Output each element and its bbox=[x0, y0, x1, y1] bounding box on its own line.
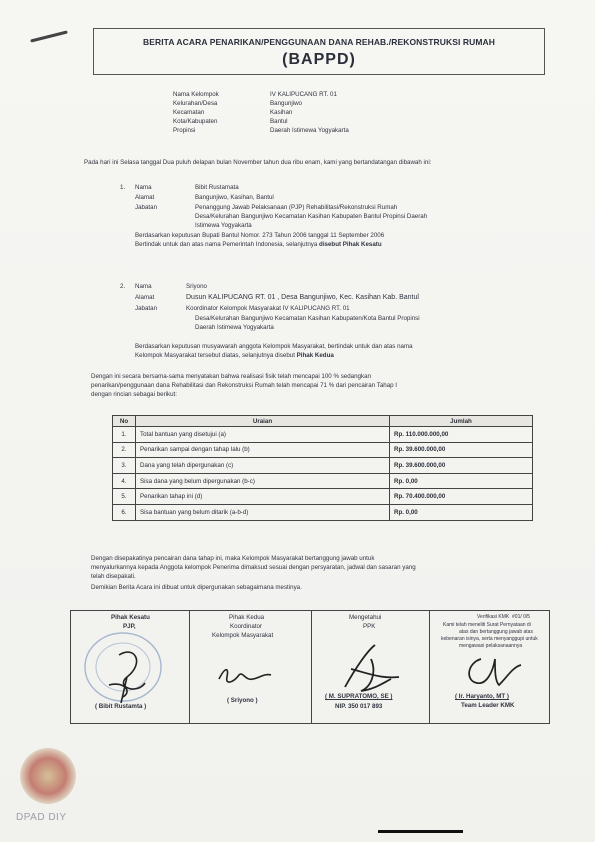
signature-table bbox=[70, 610, 550, 724]
signatory-role: Pihak Kedua bbox=[229, 614, 265, 621]
signatory-role: Pihak Kesatu bbox=[111, 614, 150, 621]
field-label: Alamat bbox=[135, 194, 155, 201]
table-row bbox=[113, 458, 533, 474]
row-amount: Rp. 0,00 bbox=[390, 504, 533, 520]
signature-scribble bbox=[215, 663, 275, 689]
archive-seal-icon bbox=[20, 748, 76, 804]
field-label: Alamat bbox=[135, 294, 155, 301]
identity-value: Bantul bbox=[270, 118, 288, 125]
pen-mark bbox=[30, 30, 68, 42]
row-description: Penarikan sampai dengan tahap lalu (b) bbox=[136, 442, 390, 458]
title-box bbox=[93, 28, 545, 75]
row-number: 2. bbox=[113, 442, 136, 458]
row-amount: Rp. 110.000.000,00 bbox=[390, 427, 533, 443]
party-position: Koordinator Kelompok Masyarakat IV KALIPUCANG RT. 01 bbox=[186, 305, 350, 312]
party-name: Sriyono bbox=[186, 283, 207, 290]
signatory-name: ( Ir. Haryanto, MT ) bbox=[455, 693, 509, 700]
field-label: Nama bbox=[135, 283, 152, 290]
document-subtitle: (BAPPD) bbox=[282, 51, 356, 68]
field-label: Nama bbox=[135, 184, 152, 191]
signatory-title: Team Leader KMK bbox=[461, 702, 515, 709]
closing-line: telah disepakati. bbox=[91, 573, 136, 580]
party-address: Dusun KALIPUCANG RT. 01 , Desa Bangunjiwo, Kec. Kasihan Kab. Bantul bbox=[186, 294, 419, 301]
signature-scribble bbox=[459, 651, 529, 691]
signatory-name: ( M. SUPRATOMO, SE ) bbox=[325, 693, 393, 700]
party-designation: disebut Pihak Kesatu bbox=[319, 241, 382, 248]
signature-cell-ppk bbox=[311, 611, 430, 723]
identity-label: Kota/Kabupaten bbox=[173, 118, 218, 125]
closing-line: menyalurkannya kepada Anggota kelompok Penerima dimaksud sesuai dengan persyaratan, jadwal dan sasaran yang bbox=[91, 564, 416, 571]
row-description: Sisa bantuan yang belum ditarik (a-b-d) bbox=[136, 504, 390, 520]
signature-cell-pihak-kesatu bbox=[71, 611, 190, 723]
row-description: Total bantuan yang disetujui (a) bbox=[136, 427, 390, 443]
identity-label: Propinsi bbox=[173, 127, 196, 134]
signatory-subrole: PJP, bbox=[123, 623, 136, 630]
identity-label: Kecamatan bbox=[173, 109, 205, 116]
party-position: Penanggung Jawab Pelaksanaan (PJP) Rehabilitasi/Rekonstruksi Rumah bbox=[195, 204, 398, 211]
party-basis bbox=[135, 352, 334, 360]
party-basis bbox=[135, 241, 382, 249]
row-description: Sisa dana yang belum dipergunakan (b-c) bbox=[136, 473, 390, 489]
verification-note: Kami telah meneliti Surat Pernyataan di bbox=[443, 622, 531, 628]
party-basis: Berdasarkan keputusan Bupati Bantul Nomor. 273 Tahun 2006 tanggal 11 September 2006 bbox=[135, 232, 385, 239]
identity-label: Kelurahan/Desa bbox=[173, 100, 218, 107]
identity-value: IV KALIPUCANG RT. 01 bbox=[270, 91, 337, 98]
signatory-nip: NIP. 350 017 893 bbox=[335, 703, 383, 710]
field-label: Jabatan bbox=[135, 204, 158, 211]
verification-note: atas dan bertanggung jawab atas bbox=[459, 629, 533, 635]
signatory-name: ( Sriyono ) bbox=[227, 697, 258, 704]
document-title: BERITA ACARA PENARIKAN/PENGGUNAAN DANA REHAB./REKONSTRUKSI RUMAH bbox=[142, 37, 496, 47]
table-row bbox=[113, 473, 533, 489]
row-amount: Rp. 70.400.000,00 bbox=[390, 489, 533, 505]
row-number: 5. bbox=[113, 489, 136, 505]
signature-cell-pihak-kedua bbox=[189, 611, 312, 723]
identity-value: Daerah Istimewa Yogyakarta bbox=[270, 127, 349, 134]
identity-label: Nama Kelompok bbox=[173, 91, 219, 98]
party-position: Daerah Istimewa Yogyakarta bbox=[195, 324, 274, 331]
party-position: Istimewa Yogyakarta bbox=[195, 222, 252, 229]
table-row bbox=[113, 489, 533, 505]
row-amount: Rp. 0,00 bbox=[390, 473, 533, 489]
verification-label: Verifikasi KMK #01/ 0/5 bbox=[477, 614, 531, 620]
party-position: Desa/Kelurahan Bangunjiwo Kecamatan Kasihan Kabupaten Bantul Propinsi Daerah bbox=[195, 213, 428, 220]
party-basis: Berdasarkan keputusan musyawarah anggota Kelompok Masyarakat, bertindak untuk dan atas nama bbox=[135, 343, 413, 350]
party-number: 2. bbox=[120, 283, 126, 290]
signatory-role: Mengetahui bbox=[349, 614, 382, 621]
opening-paragraph: Pada hari ini Selasa tanggal Dua puluh delapan bulan November tahun dua ribu enam, kami yang bertandatangan dibawah ini: bbox=[84, 159, 432, 166]
party-position: Desa/Kelurahan Bangunjiwo Kecamatan Kasihan Kabupaten/Kota Bantul Propinsi bbox=[195, 315, 420, 322]
row-number: 6. bbox=[113, 504, 136, 520]
row-number: 4. bbox=[113, 473, 136, 489]
closing-line: Dengan disepakatinya pencairan dana tahap ini, maka Kelompok Masyarakat bertanggung jawab untuk bbox=[91, 555, 375, 562]
identity-value: Kasihan bbox=[270, 109, 293, 116]
table-row bbox=[113, 442, 533, 458]
row-description: Dana yang telah dipergunakan (c) bbox=[136, 458, 390, 474]
field-label: Jabatan bbox=[135, 305, 158, 312]
signature-scribble bbox=[331, 639, 411, 695]
table-header-row bbox=[113, 416, 533, 427]
row-description: Penarikan tahap ini (d) bbox=[136, 489, 390, 505]
signature-cell-kmk bbox=[429, 611, 549, 723]
signatory-name: ( Bibit Rustamta ) bbox=[95, 703, 147, 710]
row-amount: Rp. 39.600.000,00 bbox=[390, 458, 533, 474]
identity-value: Bangunjiwo bbox=[270, 100, 302, 107]
statement-line: penarikan/penggunaan dana Rehabilitasi dan Rekonstruksi Rumah telah mencapai 71 % dari pencairan Tahap I bbox=[91, 382, 398, 389]
verification-note: mengawasi pelaksanaannya bbox=[459, 643, 523, 649]
row-number: 3. bbox=[113, 458, 136, 474]
party-address: Bangunjiwo, Kasihan, Bantul bbox=[195, 194, 274, 201]
signatory-subrole: Koordinator bbox=[230, 623, 262, 630]
signatory-subrole: Kelompok Masyarakat bbox=[212, 632, 274, 639]
column-header: Jumlah bbox=[390, 416, 533, 427]
party-name: Bibit Rustamata bbox=[195, 184, 239, 191]
party-acting: Bertindak untuk dan atas nama Pemerintah Indonesia, selanjutnya bbox=[135, 241, 318, 248]
statement-line: dengan rincian sebagai berikut: bbox=[91, 391, 177, 398]
column-header: No bbox=[113, 416, 136, 427]
watermark: DPAD DIY bbox=[16, 812, 67, 823]
closing-line: Demikian Berita Acara ini dibuat untuk dipergunakan sebagaimana mestinya. bbox=[91, 584, 302, 591]
statement-line: Dengan ini secara bersama-sama menyatakan bahwa realisasi fisik telah mencapai 100 % sedangkan bbox=[91, 373, 371, 380]
table-row bbox=[113, 427, 533, 443]
party-number: 1. bbox=[120, 184, 126, 191]
signatory-subrole: PPK bbox=[363, 623, 376, 630]
row-number: 1. bbox=[113, 427, 136, 443]
row-amount: Rp. 39.600.000,00 bbox=[390, 442, 533, 458]
details-table bbox=[112, 415, 533, 521]
party-basis-text: Kelompok Masyarakat tersebut diatas, selanjutnya disebut bbox=[135, 352, 295, 359]
verification-note: kebenaran isinya, serta menyanggupi untuk bbox=[441, 636, 538, 642]
redaction-bar bbox=[378, 830, 463, 833]
party-designation: Pihak Kedua bbox=[296, 352, 334, 359]
column-header: Uraian bbox=[136, 416, 390, 427]
official-stamp-and-signature bbox=[75, 625, 185, 709]
table-row bbox=[113, 504, 533, 520]
